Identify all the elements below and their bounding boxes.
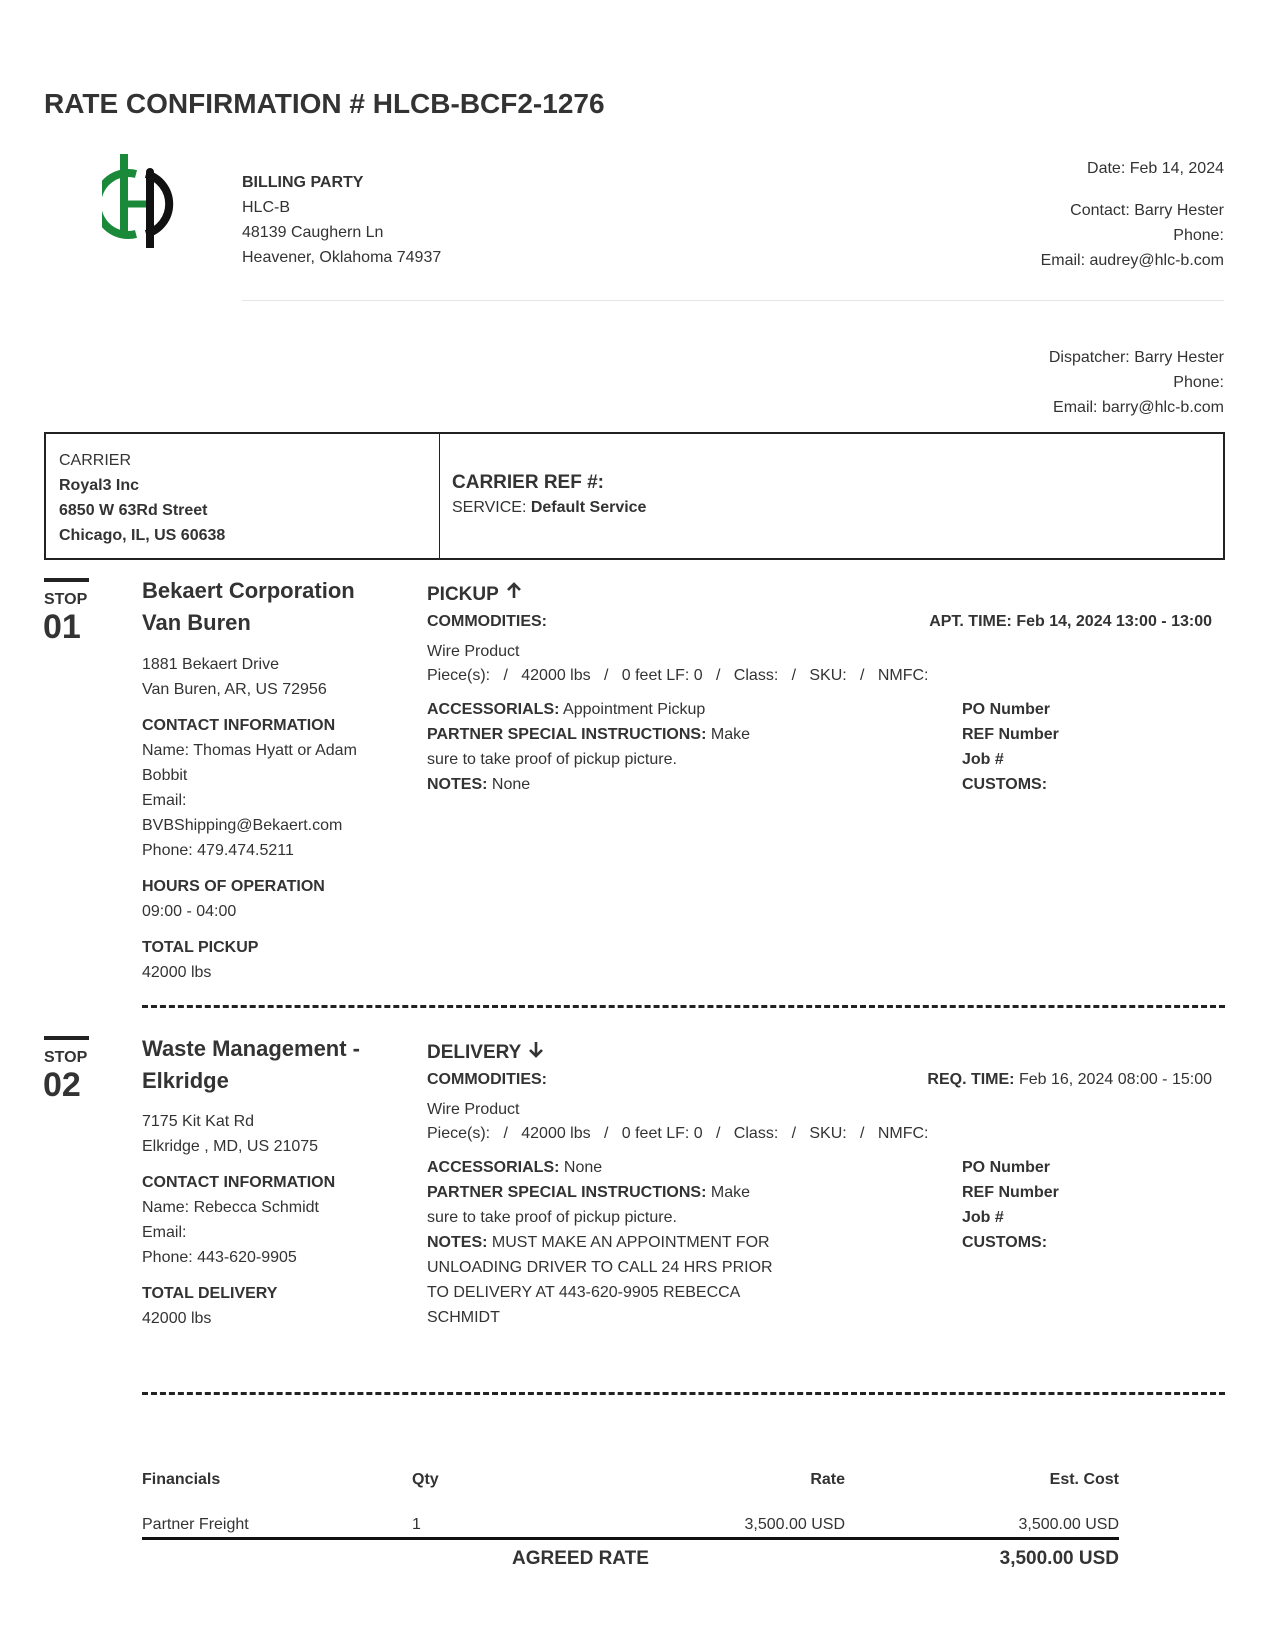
financials-table — [142, 1457, 1119, 1547]
job-number-label: Job # — [962, 1209, 1004, 1226]
contact-email-label: Email: — [142, 792, 187, 809]
instructions-label: PARTNER SPECIAL INSTRUCTIONS: — [427, 1184, 707, 1201]
pieces-line: Piece(s): / 42000 lbs / 0 feet LF: 0 / Class: / SKU: / NMFC: — [427, 1125, 929, 1142]
stop-instructions — [427, 697, 787, 797]
dispatcher-email: Email: barry@hlc-b.com — [1053, 399, 1224, 416]
stop-label: STOP — [44, 591, 88, 608]
divider — [242, 300, 1224, 301]
stop-shipment-info — [427, 1040, 1222, 1330]
line-item-name: Partner Freight — [142, 1515, 249, 1533]
stop-type-label: PICKUP — [427, 584, 499, 605]
commodity-name: Wire Product — [427, 1101, 520, 1118]
stop-location-name-line1: Waste Management - — [142, 1036, 361, 1061]
billing-party — [242, 170, 441, 270]
carrier-ref-info — [440, 434, 1223, 558]
est-cost-header: Est. Cost — [1049, 1470, 1119, 1488]
accessorials-line — [427, 1155, 787, 1180]
rate-header: Rate — [810, 1470, 845, 1488]
commodities-row — [427, 1068, 1212, 1092]
carrier-address-line2: Chicago, IL, US 60638 — [59, 527, 226, 544]
line-item-rate: 3,500.00 USD — [744, 1515, 845, 1533]
notes-value: MUST MAKE AN APPOINTMENT FOR — [491, 1234, 770, 1251]
instructions-line — [427, 722, 787, 747]
dispatcher-phone: Phone: — [1173, 374, 1224, 391]
po-number-label: PO Number — [962, 1159, 1051, 1176]
contact-info-heading: CONTACT INFORMATION — [142, 1174, 336, 1191]
contact-name-line1: Name: Thomas Hyatt or Adam — [142, 742, 357, 759]
stop-location-name — [142, 1033, 392, 1097]
line-item-qty: 1 — [412, 1515, 421, 1533]
carrier-info — [46, 434, 440, 558]
contact-name-line1: Name: Rebecca Schmidt — [142, 1199, 319, 1216]
notes-label: NOTES: — [427, 1234, 488, 1251]
billing-heading: BILLING PARTY — [242, 174, 364, 191]
service-label: SERVICE: — [452, 499, 531, 516]
stop-type-heading — [427, 582, 1222, 608]
billing-address-line1: 48139 Caughern Ln — [242, 224, 384, 241]
hours-heading: HOURS OF OPERATION — [142, 878, 325, 895]
commodities-label: COMMODITIES: — [427, 1071, 547, 1088]
notes-label: NOTES: — [427, 776, 488, 793]
instructions-value: Make — [710, 726, 750, 743]
hlc-logo-icon — [102, 154, 180, 248]
customs-label: CUSTOMS: — [962, 1234, 1048, 1251]
contact-email: Email: audrey@hlc-b.com — [1040, 252, 1224, 269]
stop-extra-details — [427, 697, 1222, 797]
notes-value: None — [491, 776, 531, 793]
stop-address-line2: Elkridge , MD, US 21075 — [142, 1138, 319, 1155]
service-line — [452, 496, 1223, 520]
customs-label: CUSTOMS: — [962, 776, 1048, 793]
stop-reference-labels — [962, 1155, 1059, 1330]
section-divider — [142, 1392, 1225, 1395]
appointment-time — [929, 610, 1212, 634]
accessorials-label: ACCESSORIALS: — [427, 1159, 560, 1176]
stop-location-name — [142, 575, 392, 639]
stop-number: 02 — [43, 1066, 81, 1104]
time-label: APT. TIME: — [929, 613, 1012, 630]
instructions-line2: sure to take proof of pickup picture. — [427, 751, 677, 768]
pieces-line: Piece(s): / 42000 lbs / 0 feet LF: 0 / Class: / SKU: / NMFC: — [427, 667, 929, 684]
carrier-heading: CARRIER — [59, 452, 132, 469]
page-title: RATE CONFIRMATION # HLCB-BCF2-1276 — [44, 88, 605, 119]
stop-extra-details — [427, 1155, 1222, 1330]
stop-address-line2: Van Buren, AR, US 72956 — [142, 681, 327, 698]
contact-phone: Phone: 479.474.5211 — [142, 842, 294, 859]
hours-value: 09:00 - 04:00 — [142, 903, 237, 920]
contact-email-label: Email: — [142, 1224, 187, 1241]
instructions-line2: sure to take proof of pickup picture. — [427, 1209, 677, 1226]
qty-header: Qty — [412, 1470, 439, 1488]
total-divider — [142, 1537, 1119, 1540]
arrow-down-icon — [527, 1040, 545, 1066]
stop-marker-bar — [44, 1036, 89, 1040]
dispatcher-block — [1049, 345, 1224, 420]
stop-address-line1: 1881 Bekaert Drive — [142, 656, 279, 673]
job-number-label: Job # — [962, 751, 1004, 768]
stop-type-label: DELIVERY — [427, 1042, 522, 1063]
commodities-row — [427, 610, 1212, 634]
stop-location-name-line2: Elkridge — [142, 1068, 229, 1093]
table-row — [142, 1502, 1119, 1547]
notes-line2: UNLOADING DRIVER TO CALL 24 HRS PRIOR — [427, 1259, 773, 1276]
stop-details — [142, 1109, 392, 1331]
agreed-rate-value: 3,500.00 USD — [999, 1548, 1119, 1569]
contact-phone: Phone: — [1173, 227, 1224, 244]
time-label: REQ. TIME: — [927, 1071, 1015, 1088]
arrow-up-icon — [505, 582, 523, 608]
total-pickup-heading: TOTAL PICKUP — [142, 939, 259, 956]
notes-line3: TO DELIVERY AT 443-620-9905 REBECCA — [427, 1284, 741, 1301]
stop-number: 01 — [43, 608, 81, 646]
stop-address-line1: 7175 Kit Kat Rd — [142, 1113, 255, 1130]
document-date: Date: Feb 14, 2024 — [1087, 160, 1224, 177]
total-delivery-heading: TOTAL DELIVERY — [142, 1285, 278, 1302]
stop-location-name-line2: Van Buren — [142, 610, 251, 635]
financials-header-row — [142, 1457, 1119, 1502]
time-value: Feb 16, 2024 08:00 - 15:00 — [1018, 1071, 1212, 1088]
stop-location-name-line1: Bekaert Corporation — [142, 578, 355, 603]
contact-info-heading: CONTACT INFORMATION — [142, 717, 336, 734]
contact-name-line2: Bobbit — [142, 767, 188, 784]
stop-reference-labels — [962, 697, 1059, 797]
contact-email-value: BVBShipping@Bekaert.com — [142, 817, 343, 834]
notes-line4: SCHMIDT — [427, 1309, 500, 1326]
accessorials-line — [427, 697, 787, 722]
line-item-cost: 3,500.00 USD — [1018, 1515, 1119, 1533]
dispatcher-name: Dispatcher: Barry Hester — [1048, 349, 1224, 366]
service-value: Default Service — [530, 499, 647, 516]
stop-shipment-info — [427, 582, 1222, 797]
financials-header: Financials — [142, 1470, 221, 1488]
commodities-label: COMMODITIES: — [427, 613, 547, 630]
stop-instructions — [427, 1155, 787, 1330]
stop-marker-bar — [44, 578, 89, 582]
contact-name: Contact: Barry Hester — [1070, 202, 1224, 219]
agreed-rate-label: AGREED RATE — [512, 1548, 649, 1569]
carrier-ref-label: CARRIER REF #: — [452, 472, 605, 493]
notes-line — [427, 1230, 787, 1255]
contact-block — [1041, 156, 1224, 273]
stop-type-heading — [427, 1040, 1222, 1066]
instructions-value: Make — [710, 1184, 750, 1201]
instructions-label: PARTNER SPECIAL INSTRUCTIONS: — [427, 726, 707, 743]
notes-line — [427, 772, 787, 797]
billing-name: HLC-B — [242, 199, 291, 216]
total-delivery-value: 42000 lbs — [142, 1310, 212, 1327]
billing-address-line2: Heavener, Oklahoma 74937 — [242, 249, 442, 266]
accessorials-value: None — [563, 1159, 603, 1176]
accessorials-value: Appointment Pickup — [563, 701, 706, 718]
carrier-box — [44, 432, 1225, 560]
instructions-line — [427, 1180, 787, 1205]
ref-number-label: REF Number — [962, 1184, 1059, 1201]
accessorials-label: ACCESSORIALS: — [427, 701, 560, 718]
stop-divider — [142, 1005, 1225, 1008]
stop-label: STOP — [44, 1049, 88, 1066]
time-value: Feb 14, 2024 13:00 - 13:00 — [1016, 613, 1212, 630]
ref-number-label: REF Number — [962, 726, 1059, 743]
carrier-address-line1: 6850 W 63Rd Street — [59, 502, 208, 519]
contact-phone: Phone: 443-620-9905 — [142, 1249, 297, 1266]
po-number-label: PO Number — [962, 701, 1051, 718]
commodity-name: Wire Product — [427, 643, 520, 660]
required-time — [927, 1068, 1212, 1092]
carrier-name: Royal3 Inc — [59, 477, 140, 494]
total-pickup-value: 42000 lbs — [142, 964, 212, 981]
stop-details — [142, 652, 392, 985]
